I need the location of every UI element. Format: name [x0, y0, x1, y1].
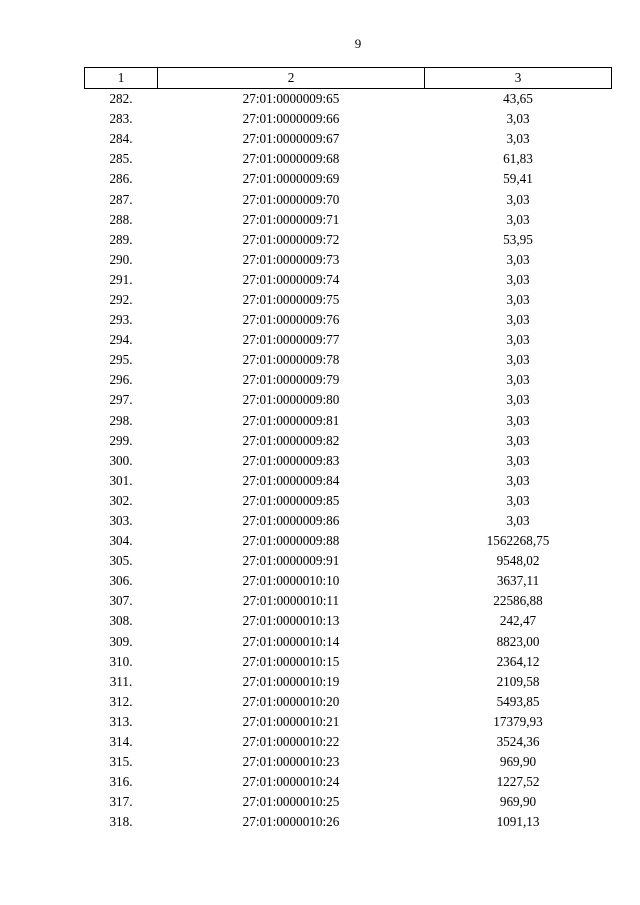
row-number-cell: 312. [109, 693, 133, 709]
cadastral-number-cell: 27:01:0000009:79 [242, 372, 340, 388]
cadastral-number-cell: 27:01:0000009:65 [242, 91, 340, 107]
value-cell: 3,03 [506, 312, 530, 328]
row-number-cell: 305. [109, 553, 133, 569]
row-number-cell: 284. [109, 131, 133, 147]
cadastral-number-cell: 27:01:0000009:76 [242, 312, 340, 328]
value-cell: 3,03 [506, 492, 530, 508]
value-cell: 17379,93 [493, 713, 543, 729]
table-row [85, 350, 612, 370]
table-row [85, 330, 612, 350]
cadastral-number-cell: 27:01:0000010:11 [242, 593, 340, 609]
row-number-cell: 318. [109, 814, 133, 830]
cadastral-number-cell: 27:01:0000010:23 [242, 754, 340, 770]
table-row [85, 370, 612, 390]
value-cell: 3,03 [506, 111, 530, 127]
value-cell: 3,03 [506, 271, 530, 287]
table-body [85, 89, 612, 833]
value-cell: 3,03 [506, 392, 530, 408]
row-number-cell: 315. [109, 754, 133, 770]
cadastral-number-cell: 27:01:0000009:69 [242, 171, 340, 187]
table-row [85, 511, 612, 531]
cadastral-number-cell: 27:01:0000010:15 [242, 653, 340, 669]
table-row [85, 431, 612, 451]
value-cell: 2364,12 [496, 653, 540, 669]
row-number-cell: 316. [109, 774, 133, 790]
cadastral-number-cell: 27:01:0000009:91 [242, 553, 340, 569]
cadastral-number-cell: 27:01:0000010:22 [242, 734, 340, 750]
row-number-cell: 288. [109, 211, 133, 227]
row-number-cell: 303. [109, 513, 133, 529]
cadastral-number-cell: 27:01:0000010:21 [242, 713, 340, 729]
table-row [85, 411, 612, 431]
value-cell: 969,90 [499, 754, 537, 770]
header-row [85, 68, 612, 89]
table-row [85, 250, 612, 270]
table-header [85, 68, 612, 89]
cadastral-number-cell: 27:01:0000009:72 [242, 231, 340, 247]
value-cell: 8823,00 [496, 633, 540, 649]
table-row [85, 270, 612, 290]
table-row [85, 611, 612, 631]
row-number-cell: 293. [109, 312, 133, 328]
row-number-cell: 300. [109, 452, 133, 468]
row-number-cell: 295. [109, 352, 133, 368]
row-number-cell: 285. [109, 151, 133, 167]
value-cell: 9548,02 [496, 553, 540, 569]
row-number-cell: 302. [109, 492, 133, 508]
value-cell: 1091,13 [496, 814, 540, 830]
table-row [85, 129, 612, 149]
value-cell: 3,03 [506, 291, 530, 307]
cadastral-number-cell: 27:01:0000009:74 [242, 271, 340, 287]
table-row [85, 390, 612, 410]
row-number-cell: 301. [109, 472, 133, 488]
value-cell: 3,03 [506, 372, 530, 388]
table-row [85, 652, 612, 672]
table-row [85, 551, 612, 571]
row-number-cell: 296. [109, 372, 133, 388]
cadastral-number-cell: 27:01:0000010:14 [242, 633, 340, 649]
value-cell: 59,41 [503, 171, 533, 187]
cadastral-number-cell: 27:01:0000009:66 [242, 111, 340, 127]
row-number-cell: 306. [109, 573, 133, 589]
table-row [85, 89, 612, 110]
value-cell: 3,03 [506, 513, 530, 529]
cadastral-number-cell: 27:01:0000009:88 [242, 533, 340, 549]
cadastral-number-cell: 27:01:0000010:10 [242, 573, 340, 589]
table-row [85, 752, 612, 772]
row-number-cell: 294. [109, 332, 133, 348]
cadastral-number-cell: 27:01:0000009:67 [242, 131, 340, 147]
cadastral-number-cell: 27:01:0000009:82 [242, 432, 340, 448]
value-cell: 3,03 [506, 332, 530, 348]
row-number-cell: 297. [109, 392, 133, 408]
row-number-cell: 287. [109, 191, 133, 207]
cadastral-number-cell: 27:01:0000009:80 [242, 392, 340, 408]
value-cell: 3,03 [506, 352, 530, 368]
cadastral-number-cell: 27:01:0000009:81 [242, 412, 340, 428]
row-number-cell: 291. [109, 271, 133, 287]
cadastral-number-cell: 27:01:0000009:83 [242, 452, 340, 468]
cadastral-number-cell: 27:01:0000010:25 [242, 794, 340, 810]
table-row [85, 149, 612, 169]
value-cell: 1227,52 [496, 774, 540, 790]
value-cell: 3,03 [506, 251, 530, 267]
value-cell: 3,03 [506, 432, 530, 448]
cadastral-number-cell: 27:01:0000010:20 [242, 693, 340, 709]
cadastral-number-cell: 27:01:0000009:70 [242, 191, 340, 207]
row-number-cell: 292. [109, 291, 133, 307]
table-row [85, 632, 612, 652]
value-cell: 3524,36 [496, 734, 540, 750]
row-number-cell: 282. [109, 91, 133, 107]
value-cell: 242,47 [499, 613, 537, 629]
cadastral-number-cell: 27:01:0000009:85 [242, 492, 340, 508]
table-row [85, 792, 612, 812]
cadastral-number-cell: 27:01:0000009:75 [242, 291, 340, 307]
table-row [85, 210, 612, 230]
table-row [85, 531, 612, 551]
row-number-cell: 313. [109, 713, 133, 729]
row-number-cell: 298. [109, 412, 133, 428]
cadastral-number-cell: 27:01:0000010:13 [242, 613, 340, 629]
table-row [85, 471, 612, 491]
table-row [85, 692, 612, 712]
value-cell: 3,03 [506, 452, 530, 468]
row-number-cell: 309. [109, 633, 133, 649]
table-row [85, 491, 612, 511]
row-number-cell: 290. [109, 251, 133, 267]
table-row [85, 230, 612, 250]
row-number-cell: 310. [109, 653, 133, 669]
cadastral-number-cell: 27:01:0000010:26 [242, 814, 340, 830]
table-row [85, 591, 612, 611]
table-row [85, 732, 612, 752]
table-row [85, 109, 612, 129]
table-row [85, 189, 612, 209]
value-cell: 3637,11 [496, 573, 540, 589]
table-row [85, 672, 612, 692]
table-row [85, 812, 612, 832]
table-row [85, 290, 612, 310]
table-row [85, 772, 612, 792]
cadastral-number-cell: 27:01:0000009:73 [242, 251, 340, 267]
value-cell: 3,03 [506, 191, 530, 207]
value-cell: 2109,58 [496, 673, 540, 689]
column-header-3: 3 [425, 68, 612, 89]
cadastral-number-cell: 27:01:0000009:86 [242, 513, 340, 529]
row-number-cell: 299. [109, 432, 133, 448]
value-cell: 22586,88 [493, 593, 543, 609]
cadastral-number-cell: 27:01:0000009:71 [242, 211, 340, 227]
value-cell: 3,03 [506, 211, 530, 227]
value-cell: 3,03 [506, 472, 530, 488]
cadastral-number-cell: 27:01:0000009:78 [242, 352, 340, 368]
row-number-cell: 304. [109, 533, 133, 549]
data-table [84, 67, 612, 832]
row-number-cell: 311. [109, 673, 133, 689]
table-row [85, 169, 612, 189]
row-number-cell: 289. [109, 231, 133, 247]
value-cell: 61,83 [503, 151, 533, 167]
row-number-cell: 283. [109, 111, 133, 127]
value-cell: 1562268,75 [486, 533, 550, 549]
value-cell: 3,03 [506, 412, 530, 428]
value-cell: 3,03 [506, 131, 530, 147]
row-number-cell: 314. [109, 734, 133, 750]
value-cell: 53,95 [503, 231, 533, 247]
table-row [85, 451, 612, 471]
value-cell: 43,65 [503, 91, 533, 107]
cadastral-number-cell: 27:01:0000010:24 [242, 774, 340, 790]
column-header-1: 1 [85, 68, 158, 89]
value-cell: 5493,85 [496, 693, 540, 709]
cadastral-number-cell: 27:01:0000009:68 [242, 151, 340, 167]
row-number-cell: 286. [109, 171, 133, 187]
table-row [85, 571, 612, 591]
table-row [85, 712, 612, 732]
value-cell: 969,90 [499, 794, 537, 810]
column-header-2: 2 [158, 68, 425, 89]
row-number-cell: 317. [109, 794, 133, 810]
page-number: 9 [354, 36, 362, 51]
row-number-cell: 308. [109, 613, 133, 629]
cadastral-number-cell: 27:01:0000010:19 [242, 673, 340, 689]
cadastral-number-cell: 27:01:0000009:84 [242, 472, 340, 488]
cadastral-number-cell: 27:01:0000009:77 [242, 332, 340, 348]
row-number-cell: 307. [109, 593, 133, 609]
table-row [85, 310, 612, 330]
